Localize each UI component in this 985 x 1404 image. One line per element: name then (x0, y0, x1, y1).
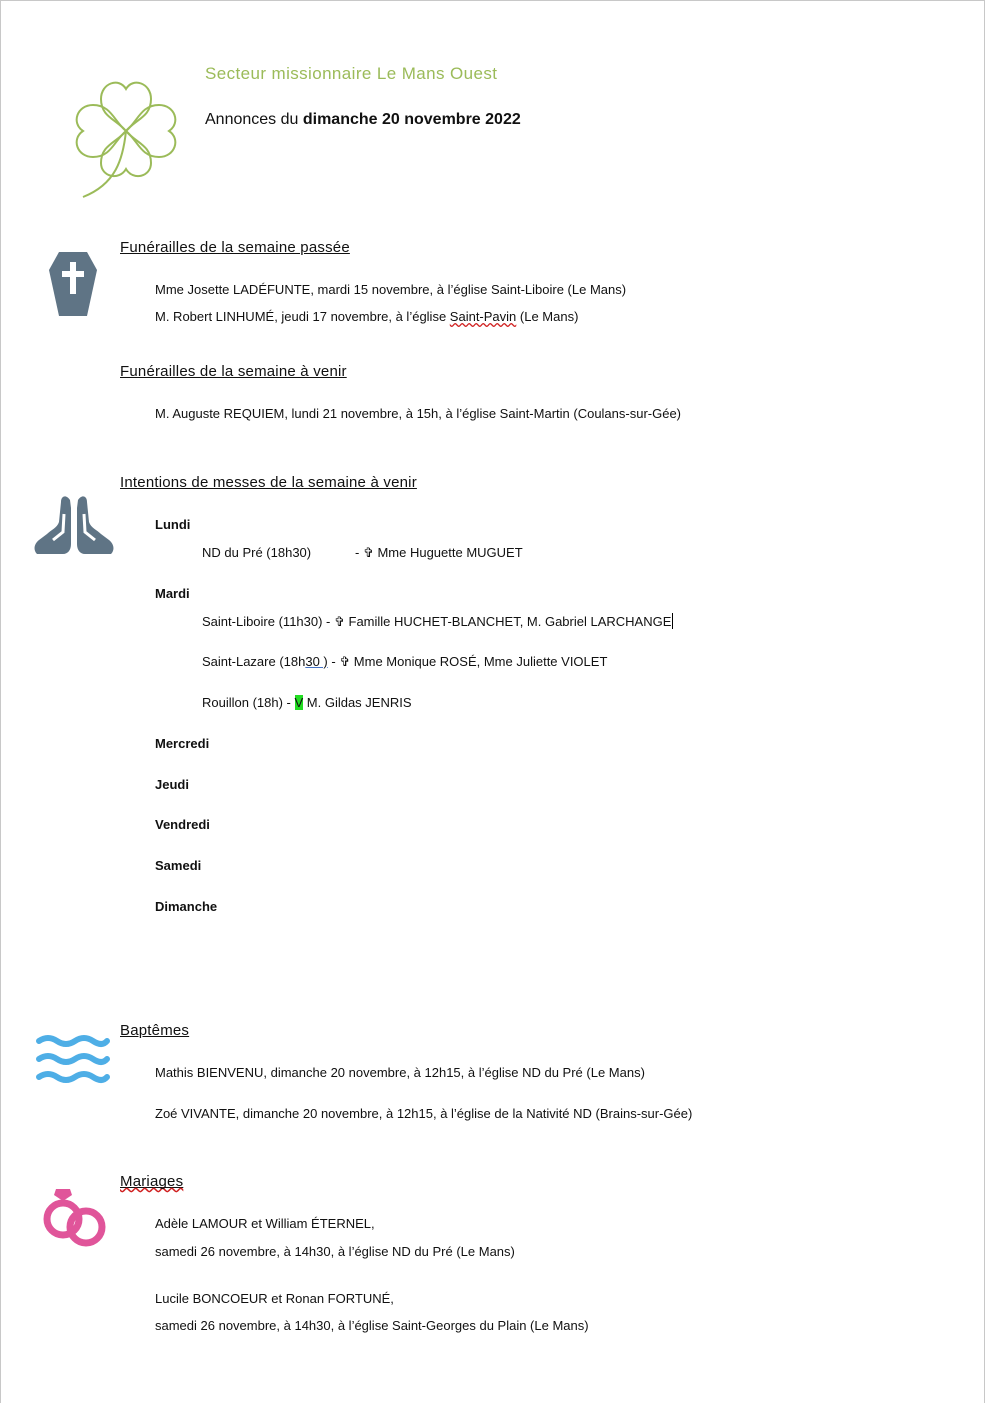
heading-funerals-past: Funérailles de la semaine passée (120, 239, 350, 256)
funeral-next-1: M. Auguste REQUIEM, lundi 21 novembre, à 15h, à l’église Saint-Martin (Coulans-sur-Gée) (155, 406, 682, 421)
day-vendredi: Vendredi (155, 817, 210, 832)
day-jeudi: Jeudi (155, 777, 189, 792)
mardi-intention-1 (202, 613, 673, 630)
mariage-1-details: samedi 26 novembre, à 14h30, à l’église ND du Pré (Le Mans) (155, 1244, 515, 1259)
funeral-past-2-suffix: (Le Mans) (516, 309, 579, 324)
highlighted-mark: V (294, 695, 304, 710)
lundi-place: ND du Pré (18h30) (202, 545, 312, 560)
mariage-2-couple: Lucile BONCOEUR et Ronan FORTUNÉ, (155, 1291, 394, 1306)
water-waves-icon (35, 1035, 109, 1083)
mardi-intention-2-prefix: Saint-Lazare (18h (202, 654, 306, 669)
day-mardi: Mardi (155, 586, 190, 601)
text-cursor (672, 613, 673, 629)
heading-baptemes: Baptêmes (120, 1022, 190, 1039)
announcement-title (205, 111, 521, 129)
coffin-icon (49, 252, 97, 316)
mariage-2-details: samedi 26 novembre, à 14h30, à l’église Saint-Georges du Plain (Le Mans) (155, 1318, 589, 1333)
heading-funerals-next: Funérailles de la semaine à venir (120, 363, 347, 380)
announcement-prefix: Annonces du (205, 111, 303, 128)
grammar-flag: 30 ) (305, 654, 328, 669)
praying-hands-icon (33, 492, 115, 556)
mardi-intention-3-suffix: M. Gildas JENRIS (303, 695, 412, 710)
day-mercredi: Mercredi (155, 736, 210, 751)
bapteme-1: Mathis BIENVENU, dimanche 20 novembre, à 12h15, à l’église ND du Pré (Le Mans) (155, 1065, 645, 1080)
mardi-intention-3-prefix: Rouillon (18h) - (202, 695, 295, 710)
announcement-date: dimanche 20 novembre 2022 (302, 111, 521, 128)
heading-intentions: Intentions de messes de la semaine à venir (120, 474, 417, 491)
day-samedi: Samedi (155, 858, 202, 873)
funeral-past-2 (155, 309, 578, 324)
bapteme-2: Zoé VIVANTE, dimanche 20 novembre, à 12h15, à l’église de la Nativité ND (Brains-sur-Gée) (155, 1106, 693, 1121)
wedding-rings-icon (41, 1185, 109, 1251)
sector-title: Secteur missionnaire Le Mans Ouest (205, 64, 498, 83)
heading-mariages-text: Mariages (120, 1173, 184, 1190)
funeral-past-2-text: M. Robert LINHUMÉ, jeudi 17 novembre, à l’église (155, 309, 450, 324)
heading-mariages (120, 1173, 183, 1190)
funeral-past-1: Mme Josette LADÉFUNTE, mardi 15 novembre, à l’église Saint-Liboire (Le Mans) (155, 282, 627, 297)
spelling-flag-saint-pavin: Saint-Pavin (449, 309, 517, 324)
mardi-intention-2 (202, 654, 607, 670)
mardi-intention-3 (202, 695, 412, 710)
mardi-intention-1-text: Saint-Liboire (11h30) - ✞ Famille HUCHET-BLANCHET, M. Gabriel LARCHANGE (202, 614, 672, 629)
mardi-intention-2-suffix: - ✞ Mme Monique ROSÉ, Mme Juliette VIOLET (327, 654, 608, 669)
day-dimanche: Dimanche (155, 899, 218, 914)
day-lundi: Lundi (155, 517, 191, 532)
lundi-names: - ✞ Mme Huguette MUGUET (355, 545, 523, 560)
mariage-1-couple: Adèle LAMOUR et William ÉTERNEL, (155, 1216, 375, 1231)
clover-logo-icon (71, 69, 181, 199)
